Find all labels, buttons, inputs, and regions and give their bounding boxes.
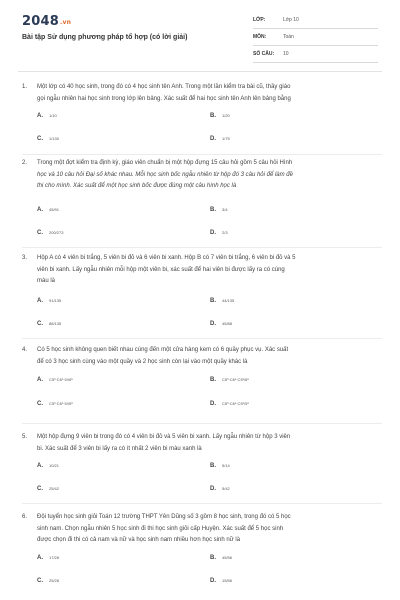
option-letter: D. bbox=[210, 401, 216, 407]
question-line: Một hộp đựng 9 viên bi trong đó có 4 viên bi đỏ và 5 viên bi xanh. Lấy ngẫu nhiên từ hộp 3 viên bbox=[37, 434, 291, 440]
question-text bbox=[37, 82, 382, 105]
answer-option[interactable] bbox=[210, 578, 232, 584]
answer-option[interactable] bbox=[210, 555, 232, 561]
question-divider bbox=[22, 338, 382, 339]
option-letter: B. bbox=[210, 113, 216, 119]
meta-value: Lớp 10 bbox=[283, 17, 299, 23]
option-value: 25/28 bbox=[49, 578, 60, 583]
answer-option[interactable] bbox=[37, 230, 63, 236]
question-number: 4. bbox=[22, 347, 28, 353]
logo-suffix: .vn bbox=[59, 19, 72, 26]
option-value: 88/135 bbox=[49, 321, 62, 326]
answer-option[interactable] bbox=[210, 486, 230, 492]
option-value: 5/14 bbox=[222, 463, 230, 468]
option-letter: A. bbox=[37, 207, 43, 213]
option-letter: D. bbox=[210, 486, 216, 492]
meta-value: 10 bbox=[283, 51, 289, 57]
meta-label: MÔN: bbox=[253, 34, 267, 40]
question-number: 5. bbox=[22, 434, 28, 440]
question-line: màu là bbox=[37, 278, 56, 284]
option-value: 25/42 bbox=[49, 486, 60, 491]
meta-row-subject bbox=[253, 31, 378, 46]
option-letter: D. bbox=[210, 230, 216, 236]
answer-option[interactable] bbox=[37, 401, 73, 407]
option-value: 45/56 bbox=[222, 555, 233, 560]
meta-label: SỐ CÂU: bbox=[253, 51, 275, 57]
answer-option[interactable] bbox=[37, 555, 59, 561]
option-value: 17/28 bbox=[49, 555, 60, 560]
option-value: 15/56 bbox=[222, 578, 233, 583]
question-text bbox=[37, 432, 382, 455]
answer-option[interactable] bbox=[37, 207, 59, 213]
option-value: 5/42 bbox=[222, 486, 230, 491]
option-value: C5³·C6¹·5!/5⁶ bbox=[49, 401, 73, 406]
answer-option[interactable] bbox=[37, 136, 59, 142]
option-value: 91/135 bbox=[49, 298, 62, 303]
question-line: để có 3 học sinh cùng vào một quầy và 2 học sinh còn lại vào một quầy khác là bbox=[37, 358, 248, 365]
option-letter: C. bbox=[37, 136, 43, 142]
answer-option[interactable] bbox=[37, 578, 59, 584]
option-letter: B. bbox=[210, 377, 216, 383]
option-value: 45/91 bbox=[49, 207, 60, 212]
question-line: gọi ngẫu nhiên hai học sinh trong lớp lên bảng. Xác suất để hai học sinh tên Anh lên bảng bằng bbox=[37, 95, 291, 102]
option-letter: A. bbox=[37, 113, 43, 119]
question-line: Hộp A có 4 viên bi trắng, 5 viên bi đỏ và 6 viên bi xanh. Hộp B có 7 viên bi trắng, 6 viên bi đỏ và 5 bbox=[37, 255, 296, 261]
question-line: sinh nam. Chọn ngẫu nhiên 5 học sinh đi thi học sinh giỏi cấp Huyện. Xác suất để 5 học sinh bbox=[37, 525, 284, 532]
answer-option[interactable] bbox=[37, 298, 61, 304]
question-line: Trong một đợt kiểm tra định kỳ, giáo viên chuẩn bị một hộp đựng 15 câu hỏi gồm 5 câu hỏi Hình bbox=[37, 160, 293, 166]
answer-option[interactable] bbox=[210, 207, 228, 213]
document-meta bbox=[253, 14, 378, 65]
option-letter: D. bbox=[210, 578, 216, 584]
meta-row-class bbox=[253, 14, 378, 29]
option-letter: C. bbox=[37, 230, 43, 236]
option-letter: C. bbox=[37, 486, 43, 492]
option-letter: C. bbox=[37, 321, 43, 327]
answer-option[interactable] bbox=[210, 113, 230, 119]
option-value: 3/4 bbox=[222, 207, 228, 212]
answer-option[interactable] bbox=[37, 463, 59, 469]
option-value: 1/20 bbox=[222, 113, 230, 118]
question-divider bbox=[22, 247, 382, 248]
question-line: viên bi xanh. Lấy ngẫu nhiên mỗi hộp một viên bi, xác suất để hai viên bi được lấy ra có cùng bbox=[37, 266, 285, 273]
option-value: 10/21 bbox=[49, 463, 60, 468]
option-letter: A. bbox=[37, 377, 43, 383]
question-line: Một lớp có 40 học sinh, trong đó có 4 học sinh tên Anh. Trong một lần kiểm tra bài cũ, thầy giáo bbox=[37, 84, 291, 90]
question-line: thi cho mình. Xác suất để một học sinh bốc được đúng một câu hình học là bbox=[37, 183, 237, 189]
answer-option[interactable] bbox=[210, 463, 230, 469]
answer-option[interactable] bbox=[210, 401, 249, 407]
answer-option[interactable] bbox=[37, 113, 57, 119]
option-value: C5³·C6¹·5!/6⁵ bbox=[49, 377, 73, 382]
question-text bbox=[37, 345, 382, 368]
document-title: Bài tập Sử dụng phương pháp tổ hợp (có lời giải) bbox=[22, 34, 188, 41]
option-value: C5³·C6¹·C5¹/6⁵ bbox=[222, 377, 249, 382]
question-line: học và 10 câu hỏi Đại số khác nhau. Mỗi học sinh bốc ngẫu nhiên từ hộp đó 3 câu hỏi để làm đề bbox=[37, 171, 293, 178]
question-number: 2. bbox=[22, 160, 28, 166]
answer-option[interactable] bbox=[210, 136, 230, 142]
option-letter: D. bbox=[210, 136, 216, 142]
question-text bbox=[37, 158, 382, 193]
answer-option[interactable] bbox=[210, 298, 234, 304]
logo-text: 2048 bbox=[22, 14, 59, 29]
meta-value: Toán bbox=[283, 34, 294, 40]
option-letter: B. bbox=[210, 298, 216, 304]
answer-option[interactable] bbox=[210, 377, 249, 383]
option-letter: B. bbox=[210, 555, 216, 561]
question-divider bbox=[22, 154, 382, 155]
header-divider bbox=[18, 71, 382, 72]
option-value: C5³·C6¹·C5¹/5⁶ bbox=[222, 401, 249, 406]
question-divider bbox=[22, 503, 382, 504]
option-value: 1/130 bbox=[49, 136, 60, 141]
answer-option[interactable] bbox=[37, 377, 73, 383]
option-letter: D. bbox=[210, 321, 216, 327]
answer-option[interactable] bbox=[37, 321, 61, 327]
question-line: bi. Xác suất để 3 viên bi lấy ra có ít nhất 2 viên bi màu xanh là bbox=[37, 445, 202, 452]
option-value: 200/273 bbox=[49, 230, 64, 235]
question-line: Có 5 học sinh không quen biết nhau cùng đến một cửa hàng kem có 6 quầy phục vụ. Xác suất bbox=[37, 347, 289, 353]
option-letter: C. bbox=[37, 578, 43, 584]
answer-option[interactable] bbox=[37, 486, 59, 492]
option-value: 1/75 bbox=[222, 136, 230, 141]
option-letter: B. bbox=[210, 463, 216, 469]
question-text bbox=[37, 512, 382, 547]
question-number: 3. bbox=[22, 255, 28, 261]
option-value: 44/135 bbox=[222, 298, 235, 303]
answer-option[interactable] bbox=[210, 230, 228, 236]
site-logo[interactable] bbox=[22, 14, 71, 29]
option-letter: B. bbox=[210, 207, 216, 213]
option-letter: A. bbox=[37, 555, 43, 561]
question-number: 6. bbox=[22, 514, 28, 520]
question-line: được chọn đi thi có cả nam và nữ và học sinh nam nhiều hơn học sinh nữ là bbox=[37, 537, 241, 543]
page-header bbox=[0, 0, 400, 70]
option-letter: A. bbox=[37, 298, 43, 304]
option-value: 2/3 bbox=[222, 230, 228, 235]
question-line: Đội tuyển học sinh giỏi Toán 12 trường THPT Yên Dũng số 3 gồm 8 học sinh, trong đó có 5 học bbox=[37, 514, 291, 520]
option-letter: A. bbox=[37, 463, 43, 469]
question-text bbox=[37, 253, 382, 288]
question-number: 1. bbox=[22, 84, 28, 90]
option-letter: C. bbox=[37, 401, 43, 407]
option-value: 1/10 bbox=[49, 113, 57, 118]
meta-row-count bbox=[253, 48, 378, 63]
option-value: 45/88 bbox=[222, 321, 233, 326]
question-divider bbox=[22, 423, 382, 424]
answer-option[interactable] bbox=[210, 321, 232, 327]
meta-label: LỚP: bbox=[253, 17, 266, 23]
